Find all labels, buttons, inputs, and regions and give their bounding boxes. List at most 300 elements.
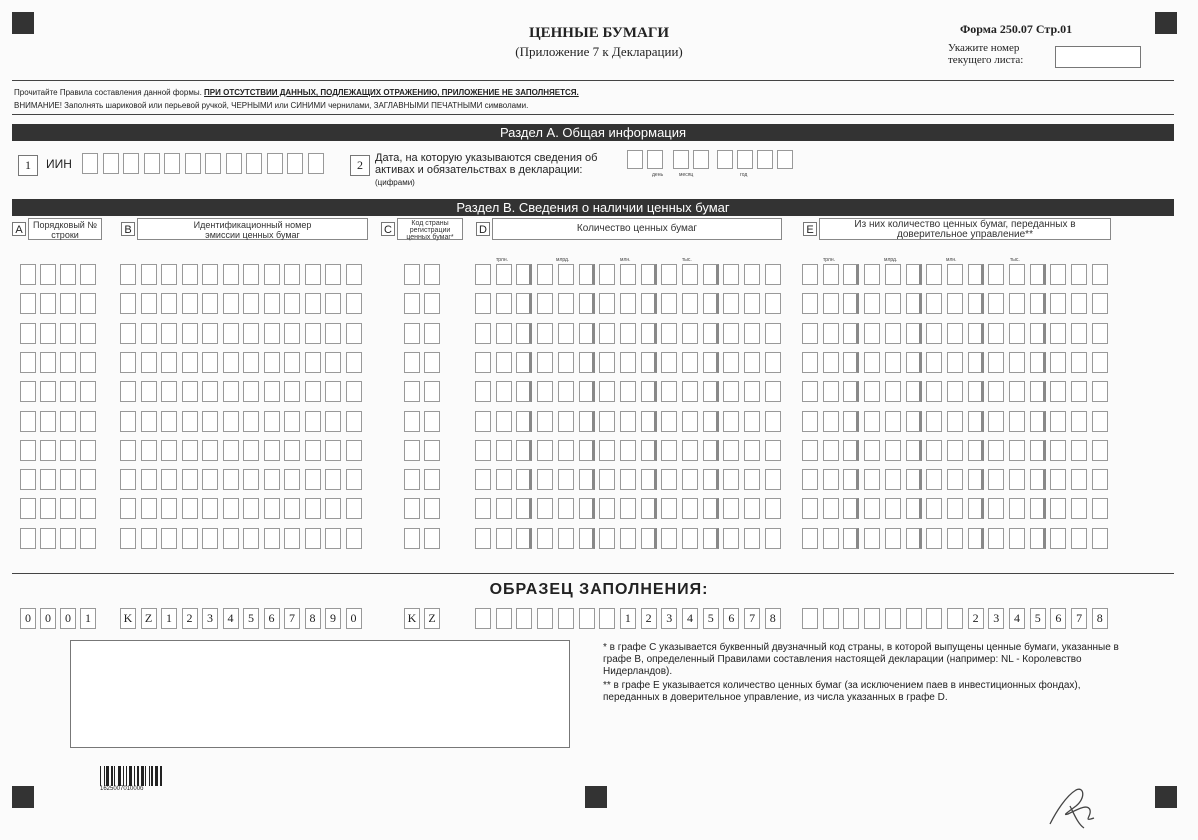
trust-quantity-cell[interactable]: [1050, 528, 1066, 549]
row-number-cell[interactable]: [80, 293, 96, 314]
quantity-cell[interactable]: [703, 323, 719, 344]
quantity-cell[interactable]: [661, 440, 677, 461]
quantity-cell[interactable]: [744, 528, 760, 549]
emission-id-cell[interactable]: [182, 381, 198, 402]
date-digit-cell[interactable]: [777, 150, 793, 169]
iin-digit-cell[interactable]: [205, 153, 221, 174]
emission-id-cell[interactable]: [346, 440, 362, 461]
country-code-cell[interactable]: [424, 381, 440, 402]
country-code-cell[interactable]: [404, 469, 420, 490]
trust-quantity-cell[interactable]: [947, 293, 963, 314]
emission-id-cell[interactable]: [325, 381, 341, 402]
trust-quantity-cell[interactable]: [988, 498, 1004, 519]
emission-id-cell[interactable]: [243, 411, 259, 432]
quantity-cell[interactable]: [620, 352, 636, 373]
country-code-cell[interactable]: [404, 264, 420, 285]
emission-id-cell[interactable]: [161, 528, 177, 549]
quantity-cell[interactable]: [744, 469, 760, 490]
emission-id-cell[interactable]: [284, 293, 300, 314]
quantity-cell[interactable]: [516, 323, 532, 344]
emission-id-cell[interactable]: [223, 498, 239, 519]
trust-quantity-cell[interactable]: [1009, 528, 1025, 549]
trust-quantity-cell[interactable]: [864, 528, 880, 549]
emission-id-cell[interactable]: [284, 469, 300, 490]
trust-quantity-cell[interactable]: [1071, 498, 1087, 519]
emission-id-cell[interactable]: [202, 381, 218, 402]
quantity-cell[interactable]: [516, 352, 532, 373]
row-number-cell[interactable]: [60, 323, 76, 344]
emission-id-cell[interactable]: [325, 498, 341, 519]
quantity-cell[interactable]: [641, 352, 657, 373]
emission-id-cell[interactable]: [202, 264, 218, 285]
quantity-cell[interactable]: [475, 440, 491, 461]
trust-quantity-cell[interactable]: [802, 381, 818, 402]
trust-quantity-cell[interactable]: [1092, 440, 1108, 461]
emission-id-cell[interactable]: [325, 293, 341, 314]
quantity-cell[interactable]: [579, 381, 595, 402]
quantity-cell[interactable]: [558, 323, 574, 344]
emission-id-cell[interactable]: [264, 352, 280, 373]
row-number-cell[interactable]: [80, 440, 96, 461]
country-code-cell[interactable]: [404, 323, 420, 344]
quantity-cell[interactable]: [475, 352, 491, 373]
trust-quantity-cell[interactable]: [1009, 381, 1025, 402]
quantity-cell[interactable]: [599, 381, 615, 402]
row-number-cell[interactable]: [20, 381, 36, 402]
quantity-cell[interactable]: [496, 528, 512, 549]
emission-id-cell[interactable]: [346, 264, 362, 285]
emission-id-cell[interactable]: [325, 528, 341, 549]
trust-quantity-cell[interactable]: [802, 323, 818, 344]
country-code-cell[interactable]: [424, 293, 440, 314]
emission-id-cell[interactable]: [305, 323, 321, 344]
trust-quantity-cell[interactable]: [906, 440, 922, 461]
row-number-cell[interactable]: [60, 293, 76, 314]
emission-id-cell[interactable]: [182, 498, 198, 519]
emission-id-cell[interactable]: [284, 264, 300, 285]
trust-quantity-cell[interactable]: [823, 381, 839, 402]
iin-digit-cell[interactable]: [246, 153, 262, 174]
emission-id-cell[interactable]: [182, 293, 198, 314]
trust-quantity-cell[interactable]: [926, 293, 942, 314]
trust-quantity-cell[interactable]: [1092, 469, 1108, 490]
quantity-cell[interactable]: [579, 498, 595, 519]
row-number-cell[interactable]: [40, 528, 56, 549]
emission-id-cell[interactable]: [120, 381, 136, 402]
emission-id-cell[interactable]: [243, 381, 259, 402]
quantity-cell[interactable]: [765, 440, 781, 461]
trust-quantity-cell[interactable]: [1071, 440, 1087, 461]
date-digit-cell[interactable]: [673, 150, 689, 169]
trust-quantity-cell[interactable]: [864, 498, 880, 519]
trust-quantity-cell[interactable]: [802, 528, 818, 549]
trust-quantity-cell[interactable]: [1092, 528, 1108, 549]
quantity-cell[interactable]: [620, 469, 636, 490]
emission-id-cell[interactable]: [141, 440, 157, 461]
emission-id-cell[interactable]: [161, 293, 177, 314]
quantity-cell[interactable]: [765, 528, 781, 549]
quantity-cell[interactable]: [744, 440, 760, 461]
emission-id-cell[interactable]: [223, 264, 239, 285]
quantity-cell[interactable]: [682, 411, 698, 432]
trust-quantity-cell[interactable]: [968, 264, 984, 285]
emission-id-cell[interactable]: [243, 293, 259, 314]
quantity-cell[interactable]: [579, 411, 595, 432]
trust-quantity-cell[interactable]: [1050, 323, 1066, 344]
trust-quantity-cell[interactable]: [843, 293, 859, 314]
quantity-cell[interactable]: [703, 352, 719, 373]
emission-id-cell[interactable]: [325, 352, 341, 373]
trust-quantity-cell[interactable]: [1092, 264, 1108, 285]
trust-quantity-cell[interactable]: [1009, 440, 1025, 461]
emission-id-cell[interactable]: [346, 411, 362, 432]
trust-quantity-cell[interactable]: [885, 381, 901, 402]
trust-quantity-cell[interactable]: [988, 411, 1004, 432]
emission-id-cell[interactable]: [284, 352, 300, 373]
iin-digit-cell[interactable]: [185, 153, 201, 174]
quantity-cell[interactable]: [723, 323, 739, 344]
emission-id-cell[interactable]: [141, 293, 157, 314]
emission-id-cell[interactable]: [305, 352, 321, 373]
trust-quantity-cell[interactable]: [926, 381, 942, 402]
row-number-cell[interactable]: [60, 264, 76, 285]
row-number-cell[interactable]: [80, 498, 96, 519]
row-number-cell[interactable]: [20, 411, 36, 432]
trust-quantity-cell[interactable]: [968, 411, 984, 432]
trust-quantity-cell[interactable]: [843, 440, 859, 461]
quantity-cell[interactable]: [661, 528, 677, 549]
quantity-cell[interactable]: [516, 293, 532, 314]
trust-quantity-cell[interactable]: [843, 528, 859, 549]
emission-id-cell[interactable]: [120, 293, 136, 314]
emission-id-cell[interactable]: [264, 528, 280, 549]
country-code-cell[interactable]: [404, 440, 420, 461]
trust-quantity-cell[interactable]: [968, 469, 984, 490]
emission-id-cell[interactable]: [141, 498, 157, 519]
trust-quantity-cell[interactable]: [1030, 293, 1046, 314]
emission-id-cell[interactable]: [264, 264, 280, 285]
quantity-cell[interactable]: [516, 381, 532, 402]
trust-quantity-cell[interactable]: [1050, 264, 1066, 285]
quantity-cell[interactable]: [765, 323, 781, 344]
trust-quantity-cell[interactable]: [926, 528, 942, 549]
emission-id-cell[interactable]: [243, 469, 259, 490]
trust-quantity-cell[interactable]: [885, 323, 901, 344]
emission-id-cell[interactable]: [223, 528, 239, 549]
quantity-cell[interactable]: [496, 381, 512, 402]
trust-quantity-cell[interactable]: [1092, 411, 1108, 432]
emission-id-cell[interactable]: [202, 498, 218, 519]
quantity-cell[interactable]: [558, 440, 574, 461]
quantity-cell[interactable]: [723, 440, 739, 461]
trust-quantity-cell[interactable]: [843, 264, 859, 285]
trust-quantity-cell[interactable]: [988, 264, 1004, 285]
trust-quantity-cell[interactable]: [1050, 411, 1066, 432]
emission-id-cell[interactable]: [161, 411, 177, 432]
date-digit-cell[interactable]: [737, 150, 753, 169]
quantity-cell[interactable]: [703, 293, 719, 314]
trust-quantity-cell[interactable]: [1030, 352, 1046, 373]
country-code-cell[interactable]: [404, 411, 420, 432]
row-number-cell[interactable]: [80, 264, 96, 285]
emission-id-cell[interactable]: [243, 440, 259, 461]
row-number-cell[interactable]: [40, 498, 56, 519]
quantity-cell[interactable]: [579, 293, 595, 314]
quantity-cell[interactable]: [703, 440, 719, 461]
trust-quantity-cell[interactable]: [885, 498, 901, 519]
trust-quantity-cell[interactable]: [843, 381, 859, 402]
emission-id-cell[interactable]: [202, 528, 218, 549]
trust-quantity-cell[interactable]: [988, 381, 1004, 402]
trust-quantity-cell[interactable]: [843, 323, 859, 344]
emission-id-cell[interactable]: [223, 352, 239, 373]
emission-id-cell[interactable]: [305, 381, 321, 402]
quantity-cell[interactable]: [703, 469, 719, 490]
row-number-cell[interactable]: [40, 411, 56, 432]
emission-id-cell[interactable]: [223, 411, 239, 432]
emission-id-cell[interactable]: [120, 498, 136, 519]
country-code-cell[interactable]: [404, 293, 420, 314]
emission-id-cell[interactable]: [202, 323, 218, 344]
quantity-cell[interactable]: [537, 293, 553, 314]
trust-quantity-cell[interactable]: [1071, 528, 1087, 549]
quantity-cell[interactable]: [537, 440, 553, 461]
trust-quantity-cell[interactable]: [1050, 381, 1066, 402]
quantity-cell[interactable]: [620, 411, 636, 432]
quantity-cell[interactable]: [558, 352, 574, 373]
trust-quantity-cell[interactable]: [947, 528, 963, 549]
iin-digit-cell[interactable]: [308, 153, 324, 174]
row-number-cell[interactable]: [40, 440, 56, 461]
emission-id-cell[interactable]: [223, 469, 239, 490]
iin-digit-cell[interactable]: [287, 153, 303, 174]
row-number-cell[interactable]: [40, 469, 56, 490]
trust-quantity-cell[interactable]: [947, 440, 963, 461]
quantity-cell[interactable]: [661, 469, 677, 490]
quantity-cell[interactable]: [558, 411, 574, 432]
quantity-cell[interactable]: [599, 469, 615, 490]
quantity-cell[interactable]: [661, 498, 677, 519]
trust-quantity-cell[interactable]: [926, 469, 942, 490]
trust-quantity-cell[interactable]: [1092, 293, 1108, 314]
quantity-cell[interactable]: [765, 469, 781, 490]
quantity-cell[interactable]: [620, 323, 636, 344]
emission-id-cell[interactable]: [120, 440, 136, 461]
quantity-cell[interactable]: [496, 352, 512, 373]
trust-quantity-cell[interactable]: [1030, 411, 1046, 432]
trust-quantity-cell[interactable]: [823, 411, 839, 432]
country-code-cell[interactable]: [424, 411, 440, 432]
trust-quantity-cell[interactable]: [1050, 469, 1066, 490]
trust-quantity-cell[interactable]: [1050, 498, 1066, 519]
country-code-cell[interactable]: [424, 528, 440, 549]
trust-quantity-cell[interactable]: [1050, 293, 1066, 314]
emission-id-cell[interactable]: [243, 323, 259, 344]
trust-quantity-cell[interactable]: [843, 352, 859, 373]
trust-quantity-cell[interactable]: [1009, 469, 1025, 490]
quantity-cell[interactable]: [641, 411, 657, 432]
emission-id-cell[interactable]: [182, 323, 198, 344]
trust-quantity-cell[interactable]: [823, 323, 839, 344]
quantity-cell[interactable]: [516, 498, 532, 519]
trust-quantity-cell[interactable]: [1030, 323, 1046, 344]
trust-quantity-cell[interactable]: [988, 528, 1004, 549]
emission-id-cell[interactable]: [202, 469, 218, 490]
row-number-cell[interactable]: [60, 381, 76, 402]
trust-quantity-cell[interactable]: [988, 469, 1004, 490]
trust-quantity-cell[interactable]: [906, 411, 922, 432]
quantity-cell[interactable]: [620, 293, 636, 314]
quantity-cell[interactable]: [558, 381, 574, 402]
trust-quantity-cell[interactable]: [1071, 411, 1087, 432]
quantity-cell[interactable]: [475, 411, 491, 432]
emission-id-cell[interactable]: [120, 411, 136, 432]
emission-id-cell[interactable]: [305, 264, 321, 285]
quantity-cell[interactable]: [682, 498, 698, 519]
quantity-cell[interactable]: [579, 352, 595, 373]
emission-id-cell[interactable]: [284, 381, 300, 402]
emission-id-cell[interactable]: [120, 528, 136, 549]
row-number-cell[interactable]: [60, 469, 76, 490]
quantity-cell[interactable]: [599, 440, 615, 461]
emission-id-cell[interactable]: [305, 528, 321, 549]
emission-id-cell[interactable]: [223, 323, 239, 344]
quantity-cell[interactable]: [475, 264, 491, 285]
row-number-cell[interactable]: [20, 440, 36, 461]
trust-quantity-cell[interactable]: [823, 352, 839, 373]
quantity-cell[interactable]: [599, 411, 615, 432]
iin-digit-cell[interactable]: [103, 153, 119, 174]
trust-quantity-cell[interactable]: [926, 264, 942, 285]
row-number-cell[interactable]: [60, 411, 76, 432]
emission-id-cell[interactable]: [243, 528, 259, 549]
emission-id-cell[interactable]: [182, 528, 198, 549]
trust-quantity-cell[interactable]: [968, 381, 984, 402]
trust-quantity-cell[interactable]: [1009, 264, 1025, 285]
trust-quantity-cell[interactable]: [802, 264, 818, 285]
row-number-cell[interactable]: [80, 352, 96, 373]
country-code-cell[interactable]: [404, 352, 420, 373]
country-code-cell[interactable]: [424, 498, 440, 519]
trust-quantity-cell[interactable]: [926, 352, 942, 373]
emission-id-cell[interactable]: [325, 440, 341, 461]
quantity-cell[interactable]: [620, 381, 636, 402]
row-number-cell[interactable]: [80, 411, 96, 432]
trust-quantity-cell[interactable]: [1030, 381, 1046, 402]
emission-id-cell[interactable]: [182, 411, 198, 432]
quantity-cell[interactable]: [682, 264, 698, 285]
quantity-cell[interactable]: [723, 352, 739, 373]
trust-quantity-cell[interactable]: [988, 352, 1004, 373]
quantity-cell[interactable]: [537, 528, 553, 549]
quantity-cell[interactable]: [744, 498, 760, 519]
trust-quantity-cell[interactable]: [864, 469, 880, 490]
emission-id-cell[interactable]: [182, 440, 198, 461]
trust-quantity-cell[interactable]: [926, 498, 942, 519]
emission-id-cell[interactable]: [202, 293, 218, 314]
quantity-cell[interactable]: [744, 323, 760, 344]
emission-id-cell[interactable]: [202, 440, 218, 461]
quantity-cell[interactable]: [723, 411, 739, 432]
trust-quantity-cell[interactable]: [906, 528, 922, 549]
quantity-cell[interactable]: [475, 469, 491, 490]
emission-id-cell[interactable]: [264, 469, 280, 490]
trust-quantity-cell[interactable]: [885, 352, 901, 373]
emission-id-cell[interactable]: [284, 528, 300, 549]
emission-id-cell[interactable]: [202, 411, 218, 432]
emission-id-cell[interactable]: [120, 352, 136, 373]
emission-id-cell[interactable]: [223, 440, 239, 461]
trust-quantity-cell[interactable]: [802, 411, 818, 432]
row-number-cell[interactable]: [60, 352, 76, 373]
trust-quantity-cell[interactable]: [823, 498, 839, 519]
quantity-cell[interactable]: [620, 528, 636, 549]
trust-quantity-cell[interactable]: [947, 469, 963, 490]
row-number-cell[interactable]: [40, 264, 56, 285]
iin-digit-cell[interactable]: [123, 153, 139, 174]
quantity-cell[interactable]: [537, 323, 553, 344]
row-number-cell[interactable]: [60, 498, 76, 519]
emission-id-cell[interactable]: [141, 352, 157, 373]
trust-quantity-cell[interactable]: [968, 323, 984, 344]
quantity-cell[interactable]: [620, 264, 636, 285]
quantity-cell[interactable]: [496, 264, 512, 285]
country-code-cell[interactable]: [404, 381, 420, 402]
emission-id-cell[interactable]: [243, 352, 259, 373]
trust-quantity-cell[interactable]: [864, 323, 880, 344]
emission-id-cell[interactable]: [161, 469, 177, 490]
quantity-cell[interactable]: [558, 528, 574, 549]
trust-quantity-cell[interactable]: [1071, 323, 1087, 344]
emission-id-cell[interactable]: [346, 528, 362, 549]
trust-quantity-cell[interactable]: [988, 323, 1004, 344]
row-number-cell[interactable]: [40, 381, 56, 402]
quantity-cell[interactable]: [641, 498, 657, 519]
quantity-cell[interactable]: [723, 381, 739, 402]
quantity-cell[interactable]: [516, 440, 532, 461]
trust-quantity-cell[interactable]: [1071, 264, 1087, 285]
quantity-cell[interactable]: [516, 528, 532, 549]
iin-digit-cell[interactable]: [144, 153, 160, 174]
trust-quantity-cell[interactable]: [906, 381, 922, 402]
trust-quantity-cell[interactable]: [864, 352, 880, 373]
emission-id-cell[interactable]: [182, 352, 198, 373]
emission-id-cell[interactable]: [243, 264, 259, 285]
quantity-cell[interactable]: [496, 498, 512, 519]
trust-quantity-cell[interactable]: [968, 528, 984, 549]
trust-quantity-cell[interactable]: [968, 352, 984, 373]
quantity-cell[interactable]: [579, 323, 595, 344]
emission-id-cell[interactable]: [141, 528, 157, 549]
quantity-cell[interactable]: [682, 323, 698, 344]
trust-quantity-cell[interactable]: [843, 469, 859, 490]
trust-quantity-cell[interactable]: [864, 293, 880, 314]
trust-quantity-cell[interactable]: [885, 528, 901, 549]
quantity-cell[interactable]: [620, 498, 636, 519]
row-number-cell[interactable]: [40, 293, 56, 314]
quantity-cell[interactable]: [661, 323, 677, 344]
emission-id-cell[interactable]: [223, 293, 239, 314]
emission-id-cell[interactable]: [264, 440, 280, 461]
trust-quantity-cell[interactable]: [1009, 293, 1025, 314]
quantity-cell[interactable]: [641, 323, 657, 344]
trust-quantity-cell[interactable]: [926, 323, 942, 344]
quantity-cell[interactable]: [765, 264, 781, 285]
quantity-cell[interactable]: [558, 498, 574, 519]
quantity-cell[interactable]: [661, 411, 677, 432]
emission-id-cell[interactable]: [346, 498, 362, 519]
trust-quantity-cell[interactable]: [885, 264, 901, 285]
